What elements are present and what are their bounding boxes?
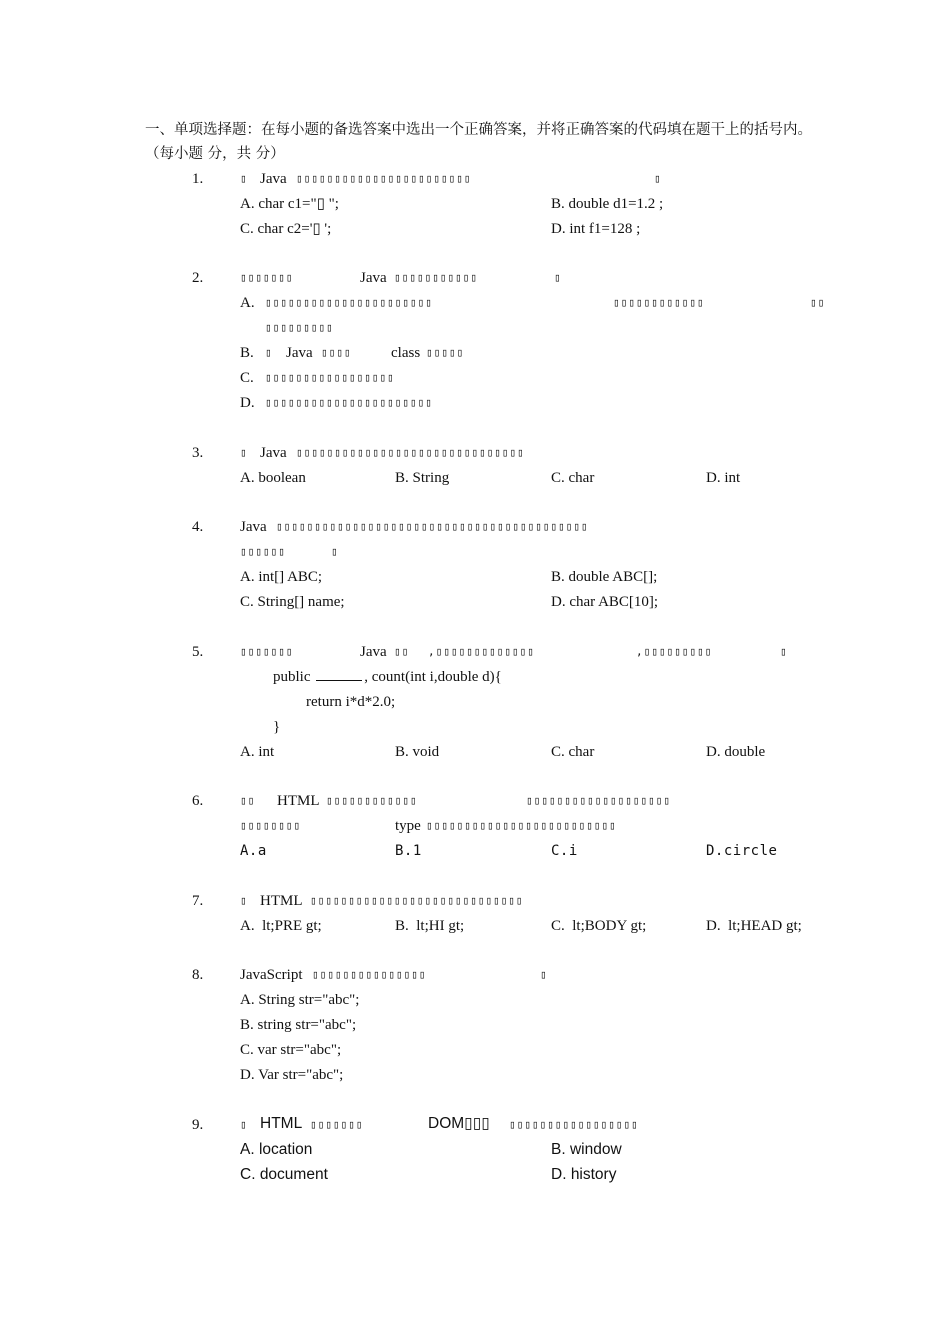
- stem-text: ▯: [240, 1118, 248, 1131]
- option-a: A. char c1="▯ ";: [240, 196, 339, 212]
- stem-text: JavaScript: [240, 967, 303, 983]
- option-c-key: C.: [240, 370, 254, 386]
- stem-text: ▯▯▯▯▯▯▯▯▯▯▯▯: [326, 794, 418, 807]
- stem-text: HTML: [277, 793, 320, 809]
- question-number: 4.: [192, 519, 204, 535]
- option-b: B. void: [395, 744, 440, 760]
- option-b: B. string str="abc";: [240, 1017, 357, 1033]
- code-line: public , count(int i,double d){: [273, 669, 502, 685]
- option-a-text: ▯▯: [810, 296, 826, 309]
- option-d: D.circle: [706, 843, 778, 859]
- stem-text: ▯: [331, 545, 339, 558]
- option-a: A. boolean: [240, 470, 306, 486]
- stem-text: ▯: [240, 172, 248, 185]
- stem-text: type: [395, 818, 421, 834]
- option-b: B. window: [551, 1141, 622, 1158]
- stem-text: ▯: [240, 894, 248, 907]
- stem-text: ▯▯▯▯▯▯▯: [240, 645, 294, 658]
- stem-text: ▯▯▯▯▯▯▯▯▯▯▯▯▯▯▯▯▯▯▯▯▯▯▯: [296, 172, 472, 185]
- stem-text: ▯▯▯▯▯▯▯▯▯▯▯▯▯▯▯▯▯▯▯▯▯▯▯▯▯▯▯▯: [310, 894, 524, 907]
- stem-text: ▯▯▯▯▯▯▯▯▯▯▯▯▯▯▯: [312, 968, 427, 981]
- stem-text: ▯▯▯▯▯▯▯▯▯▯▯▯▯▯▯▯▯▯▯▯▯▯▯▯▯: [426, 819, 617, 832]
- question-number: 2.: [192, 270, 204, 286]
- stem-text: Java: [260, 445, 287, 461]
- option-d: D. history: [551, 1166, 617, 1183]
- stem-text: ▯: [554, 271, 562, 284]
- option-c: C. document: [240, 1166, 328, 1183]
- option-b: B.1: [395, 843, 422, 859]
- stem-text: ▯: [240, 446, 248, 459]
- stem-text: ▯▯▯▯▯▯: [240, 545, 286, 558]
- option-b-text: Java: [286, 345, 313, 361]
- code-line: return i*d*2.0;: [306, 694, 396, 710]
- question-number: 7.: [192, 893, 204, 909]
- section-title: 一、单项选择题：在每小题的备选答案中选出一个正确答案，并将正确答案的代码填在题干上的括号内。（每小题 分，共 分）: [145, 122, 812, 162]
- stem-text: ▯▯▯▯▯▯▯▯: [240, 819, 301, 832]
- stem-text: ,▯▯▯▯▯▯▯▯▯: [636, 645, 713, 658]
- stem-text: Java: [260, 171, 287, 187]
- stem-text: ▯▯: [394, 645, 410, 658]
- option-d: D. double: [706, 744, 766, 760]
- option-a: A. String str="abc";: [240, 992, 360, 1008]
- option-c: C. char: [551, 470, 595, 486]
- option-b-text: ▯▯▯▯▯: [426, 346, 465, 359]
- option-d: D. int: [706, 470, 741, 486]
- option-d: D. int f1=128 ;: [551, 221, 641, 237]
- stem-text: ▯▯▯▯▯▯▯▯▯▯▯▯▯▯▯▯▯▯▯▯▯▯▯▯▯▯▯▯▯▯▯▯▯▯▯▯▯▯▯▯▯: [276, 520, 589, 533]
- question-number: 3.: [192, 445, 204, 461]
- option-b-text: ▯: [265, 346, 273, 359]
- option-a-text: ▯▯▯▯▯▯▯▯▯▯▯▯: [613, 296, 705, 309]
- option-c: C. lt;BODY gt;: [551, 918, 647, 934]
- stem-text: DOM▯▯▯: [428, 1115, 490, 1132]
- stem-text: Java: [360, 644, 387, 660]
- code-line: }: [273, 719, 281, 735]
- stem-text: ▯: [654, 172, 662, 185]
- option-b: B. double ABC[];: [551, 569, 658, 585]
- question-number: 5.: [192, 644, 204, 660]
- stem-text: Java: [240, 519, 267, 535]
- question-number: 6.: [192, 793, 204, 809]
- option-d-text: ▯▯▯▯▯▯▯▯▯▯▯▯▯▯▯▯▯▯▯▯▯▯: [265, 396, 433, 409]
- stem-text: ▯▯▯▯▯▯▯: [240, 271, 294, 284]
- option-d-key: D.: [240, 395, 255, 411]
- stem-text: Java: [360, 270, 387, 286]
- option-a-key: A.: [240, 295, 255, 311]
- option-b: B. lt;HI gt;: [395, 918, 465, 934]
- stem-text: ▯: [780, 645, 788, 658]
- option-b-text: class: [391, 345, 421, 361]
- stem-text: ▯▯▯▯▯▯▯▯▯▯▯▯▯▯▯▯▯▯▯▯▯▯▯▯▯▯▯▯▯▯: [296, 446, 525, 459]
- stem-text: ▯▯▯▯▯▯▯▯▯▯▯: [394, 271, 478, 284]
- option-a-text: ▯▯▯▯▯▯▯▯▯: [265, 321, 334, 334]
- option-c-text: ▯▯▯▯▯▯▯▯▯▯▯▯▯▯▯▯▯: [265, 371, 395, 384]
- option-d: D. char ABC[10];: [551, 594, 659, 610]
- question-number: 1.: [192, 171, 204, 187]
- option-c: C. char c2='▯ ';: [240, 221, 332, 237]
- option-a: A. int[] ABC;: [240, 569, 323, 585]
- answer-blank: [316, 668, 362, 681]
- option-a-text: ▯▯▯▯▯▯▯▯▯▯▯▯▯▯▯▯▯▯▯▯▯▯: [265, 296, 433, 309]
- option-a: A. int: [240, 744, 275, 760]
- option-c: C. var str="abc";: [240, 1042, 342, 1058]
- option-c: C. String[] name;: [240, 594, 345, 610]
- option-b: B. String: [395, 470, 450, 486]
- stem-text: ▯▯: [240, 794, 256, 807]
- option-a: A. lt;PRE gt;: [240, 918, 322, 934]
- option-d: D. Var str="abc";: [240, 1067, 344, 1083]
- option-b-key: B.: [240, 345, 254, 361]
- stem-text: ▯▯▯▯▯▯▯▯▯▯▯▯▯▯▯▯▯: [509, 1118, 639, 1131]
- stem-text: ▯: [540, 968, 548, 981]
- option-c: C.i: [551, 843, 578, 859]
- option-a: A. location: [240, 1141, 313, 1158]
- option-a: A.a: [240, 843, 267, 859]
- stem-text: ▯▯▯▯▯▯▯▯▯▯▯▯▯▯▯▯▯▯▯: [526, 794, 671, 807]
- option-b-text: ▯▯▯▯: [321, 346, 352, 359]
- option-b: B. double d1=1.2 ;: [551, 196, 664, 212]
- question-number: 9.: [192, 1117, 204, 1133]
- option-c: C. char: [551, 744, 595, 760]
- stem-text: HTML: [260, 1115, 303, 1132]
- stem-text: ▯▯▯▯▯▯▯: [310, 1118, 364, 1131]
- option-d: D. lt;HEAD gt;: [706, 918, 802, 934]
- stem-text: HTML: [260, 893, 303, 909]
- stem-text: ,▯▯▯▯▯▯▯▯▯▯▯▯▯: [428, 645, 535, 658]
- question-number: 8.: [192, 967, 204, 983]
